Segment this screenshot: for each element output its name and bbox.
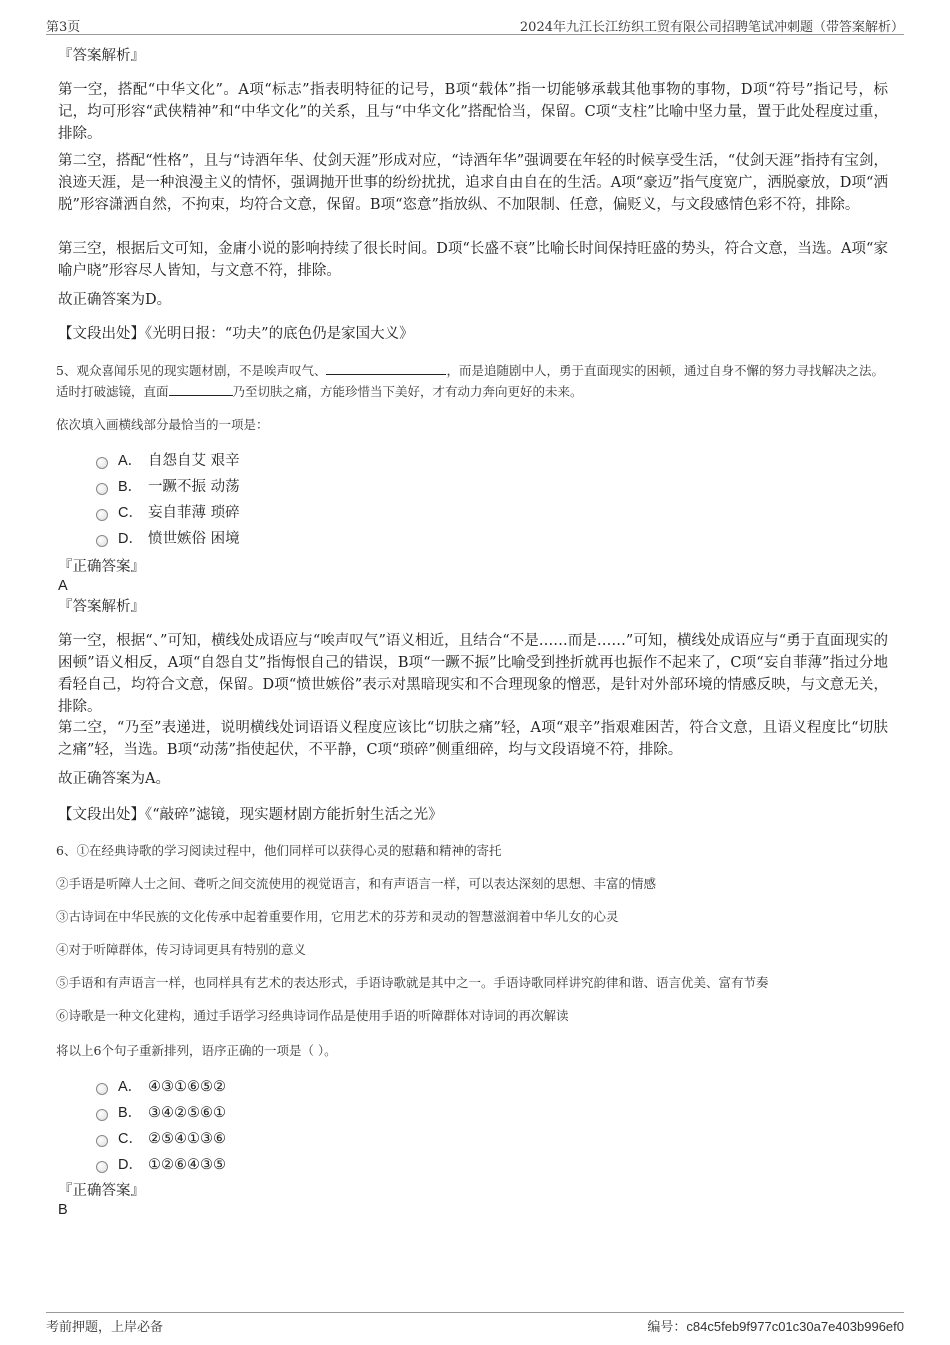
q6-sentence-2: ②手语是听障人士之间、聋听之间交流使用的视觉语言，和有声语言一样，可以表达深刻的思想、丰富的情感 [56,876,657,891]
q6-options [96,1074,226,1178]
radio-icon[interactable] [96,535,108,547]
q4-conclusion: 故正确答案为D。 [58,292,172,308]
q4-analysis-p3: 第三空，根据后文可知，金庸小说的影响持续了很长时间。D项“长盛不衰”比喻长时间保持旺盛的势头，符合文意，当选。A项“家喻户晓”形容尽人皆知，与文意不符，排除。 [58,241,888,279]
option-letter: D． [118,531,143,547]
q5-option-a[interactable] [96,448,240,474]
radio-icon[interactable] [96,1161,108,1173]
radio-icon[interactable] [96,457,108,469]
q6-sentence-5: ⑤手语和有声语言一样，也同样具有艺术的表达形式，手语诗歌就是其中之一。手语诗歌同样讲究韵律和谐、语言优美、富有节奏 [56,975,769,990]
q6-option-d[interactable] [96,1152,226,1178]
option-text: ①②⑥④③⑤ [148,1157,226,1173]
option-letter: B． [118,479,143,495]
q5-option-b[interactable] [96,474,240,500]
footer-slogan: 考前押题，上岸必备 [46,1320,164,1335]
q6-prompt: 将以上6个句子重新排列，语序正确的一项是（ ）。 [56,1043,337,1058]
option-text: 一蹶不振 动荡 [148,479,240,495]
q5-conclusion: 故正确答案为A。 [58,771,170,787]
q5-options [96,448,240,552]
q5-analysis-p1: 第一空，根据“、”可知，横线处成语应与“唉声叹气”语义相近，且结合“不是……而是……”可知，横线处成语应与“勇于直面现实的困顿”语义相反，A项“自怨自艾”指悔恨自己的错误，B项“一蹶不振”比喻受到挫折就再也振作不起来了，C项“妄自菲薄”指过分地看轻自己，均符合文意，保留。D项“愤世嫉俗”表示对黑暗现实和不合理现象的憎恶，是针对外部环境的情感反映，与文意无关，排除。 [58,633,888,715]
option-letter: D． [118,1157,143,1173]
q5-option-c[interactable] [96,500,240,526]
option-text: 妄自菲薄 琐碎 [148,505,240,521]
page-header [46,14,904,35]
option-letter: A． [118,1079,143,1095]
option-text: 自怨自艾 艰辛 [148,453,240,469]
q6-answer-label: 『正确答案』 [58,1183,145,1199]
document-title: 2024年九江长江纺织工贸有限公司招聘笔试冲刺题（带答案解析） [519,20,904,35]
q6-sentence-3: ③古诗词在中华民族的文化传承中起着重要作用，它用艺术的芬芳和灵动的智慧滋润着中华儿女的心灵 [56,909,619,924]
q4-analysis-p1: 第一空，搭配“中华文化”。A项“标志”指表明特征的记号，B项“载体”指一切能够承载其他事物的事物，D项“符号”指记号，标记，均可形容“武侠精神”和“中华文化”的关系，且与“中华文化”搭配恰当，保留。C项“支柱”比喻中坚力量，置于此处程度过重，排除。 [58,82,888,142]
q5-option-d[interactable] [96,526,240,552]
option-text: ②⑤④①③⑥ [148,1131,226,1147]
q5-analysis-label: 『答案解析』 [58,599,145,615]
option-letter: A． [118,453,143,469]
q5-stem [56,360,888,402]
radio-icon[interactable] [96,483,108,495]
q6-answer: B [58,1202,68,1218]
document-code: 编号：c84c5feb9f977c01c30a7e403b996ef0 [647,1319,904,1334]
q6-stem: 6、①在经典诗歌的学习阅读过程中，他们同样可以获得心灵的慰藉和精神的寄托 [56,843,502,858]
page-number: 第3页 [46,20,81,35]
q5-blank-2 [169,381,233,396]
option-text: 愤世嫉俗 困境 [148,531,240,547]
q6-sentence-6: ⑥诗歌是一种文化建构，通过手语学习经典诗词作品是使用手语的听障群体对诗词的再次解读 [56,1008,569,1023]
page-footer [46,1312,904,1335]
q5-prompt: 依次填入画横线部分最恰当的一项是： [56,417,269,432]
q4-analysis-p2: 第二空，搭配“性格”，且与“诗酒年华、仗剑天涯”形成对应，“诗酒年华”强调要在年轻的时候享受生活，“仗剑天涯”指持有宝剑，浪迹天涯，是一种浪漫主义的情怀，强调抛开世事的纷纷扰扰，追求自由自在的生活。A项“豪迈”指气度宽广，洒脱豪放，D项“洒脱”形容潇洒自然，不拘束，均符合文意，保留。B项“恣意”指放纵、不加限制、任意，偏贬义，与文段感情色彩不符，排除。 [58,153,888,213]
q5-analysis-p2: 第二空，“乃至”表递进，说明横线处词语语义程度应该比“切肤之痛”轻，A项“艰辛”指艰难困苦，符合文意，且语义程度比“切肤之痛”轻，当选。B项“动荡”指使起伏，不平静，C项“琐碎”侧重细碎，均与文段语境不符，排除。 [58,720,888,758]
q6-sentence-4: ④对于听障群体，传习诗词更具有特别的意义 [56,942,307,957]
option-letter: C． [118,505,143,521]
option-letter: C． [118,1131,143,1147]
q6-option-a[interactable] [96,1074,226,1100]
q5-blank-1 [326,360,446,375]
q5-stem-part-a: 5、观众喜闻乐见的现实题材剧，不是唉声叹气、 [56,363,327,378]
radio-icon[interactable] [96,509,108,521]
option-text: ③④②⑤⑥① [148,1105,226,1121]
q5-stem-part-c: 乃至切肤之痛，方能珍惜当下美好，才有动力奔向更好的未来。 [232,384,583,399]
radio-icon[interactable] [96,1109,108,1121]
q5-answer-label: 『正确答案』 [58,559,145,575]
option-letter: B． [118,1105,143,1121]
q6-option-b[interactable] [96,1100,226,1126]
q5-source: 【文段出处】《“敲碎”滤镜，现实题材剧方能折射生活之光》 [58,807,443,823]
radio-icon[interactable] [96,1135,108,1147]
q5-answer: A [58,578,68,594]
q4-source: 【文段出处】《光明日报：“功夫”的底色仍是家国大义》 [58,326,414,342]
option-text: ④③①⑥⑤② [148,1079,226,1095]
q4-analysis-label: 『答案解析』 [58,48,145,64]
radio-icon[interactable] [96,1083,108,1095]
q6-option-c[interactable] [96,1126,226,1152]
q5-stem-part-b: ，而是追随剧中人，勇于直面现实的困顿，通过自身不懈的努力寻找解决之法。适时打破滤镜，直面 [56,363,884,399]
